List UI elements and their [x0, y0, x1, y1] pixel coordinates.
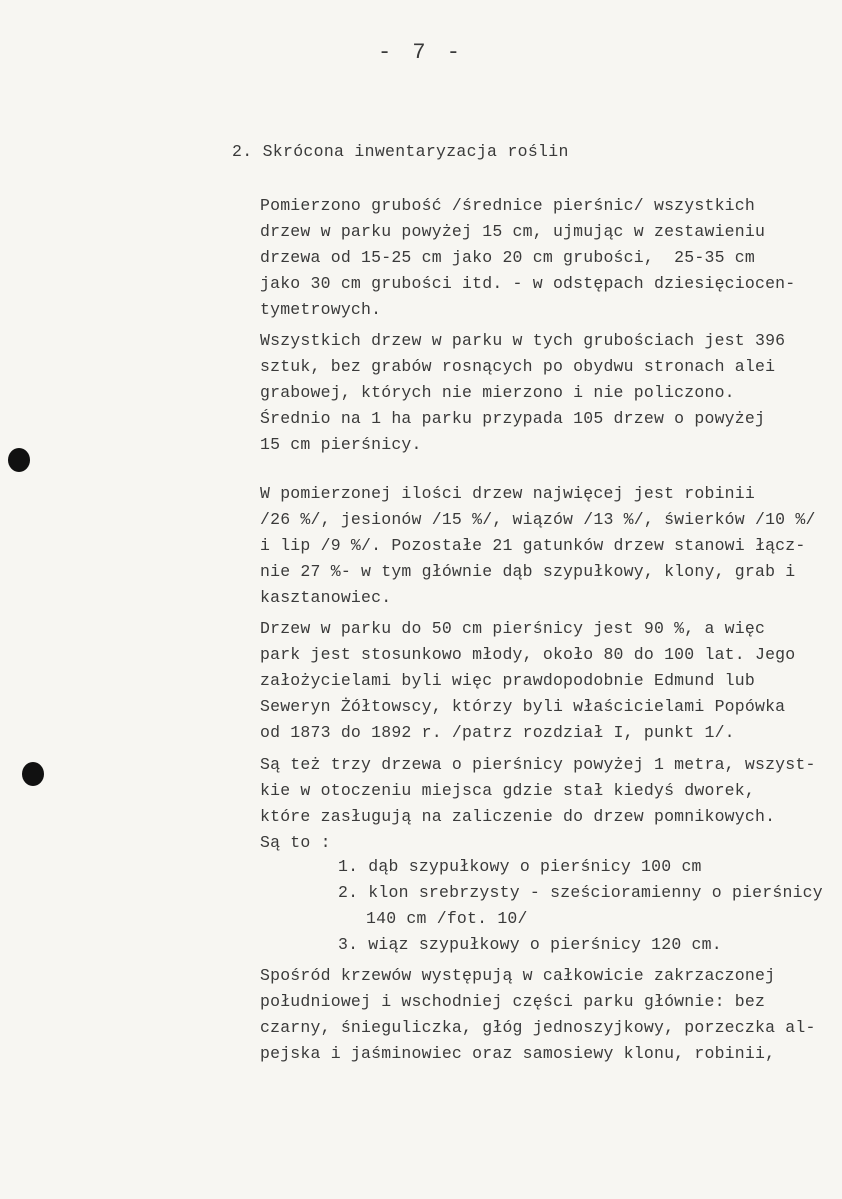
list-item: 2. klon srebrzysty - sześcioramienny o pierśnicy — [338, 883, 823, 902]
text-line: od 1873 do 1892 r. /patrz rozdział I, punkt 1/. — [260, 723, 735, 742]
text-line: jako 30 cm grubości itd. - w odstępach dziesięciocen- — [260, 274, 796, 293]
text-line: Spośród krzewów występują w całkowicie zakrzaczonej — [260, 966, 776, 985]
text-line: Drzew w parku do 50 cm pierśnicy jest 90 %, a więc — [260, 619, 766, 638]
list-item-continuation: 140 cm /fot. 10/ — [366, 909, 528, 928]
text-line: kie w otoczeniu miejsca gdzie stał kiedyś dworek, — [260, 781, 755, 800]
page-number: - 7 - — [377, 40, 464, 65]
section-heading: 2. Skrócona inwentaryzacja roślin — [232, 142, 569, 161]
text-line: pejska i jaśminowiec oraz samosiewy klonu, robinii, — [260, 1044, 776, 1063]
text-line: i lip /9 %/. Pozostałe 21 gatunków drzew stanowi łącz- — [260, 536, 806, 555]
text-line: W pomierzonej ilości drzew najwięcej jest robinii — [260, 484, 755, 503]
text-line: Są też trzy drzewa o pierśnicy powyżej 1 metra, wszyst- — [260, 755, 816, 774]
text-line: Wszystkich drzew w parku w tych grubościach jest 396 — [260, 331, 786, 350]
punch-hole — [22, 762, 44, 786]
text-line: grabowej, których nie mierzono i nie policzono. — [260, 383, 735, 402]
text-line: park jest stosunkowo młody, około 80 do 100 lat. Jego — [260, 645, 796, 664]
punch-hole — [8, 448, 30, 472]
text-line: tymetrowych. — [260, 300, 382, 319]
text-line: nie 27 %- w tym głównie dąb szypułkowy, klony, grab i — [260, 562, 796, 581]
text-line: 15 cm pierśnicy. — [260, 435, 422, 454]
text-line: drzewa od 15-25 cm jako 20 cm grubości, 25-35 cm — [260, 248, 755, 267]
list-item: 3. wiąz szypułkowy o pierśnicy 120 cm. — [338, 935, 722, 954]
text-line: drzew w parku powyżej 15 cm, ujmując w zestawieniu — [260, 222, 766, 241]
text-line: Seweryn Żółtowscy, którzy byli właścicielami Popówka — [260, 697, 786, 716]
text-line: Pomierzono grubość /średnice pierśnic/ wszystkich — [260, 196, 755, 215]
text-line: sztuk, bez grabów rosnących po obydwu stronach alei — [260, 357, 776, 376]
list-item: 1. dąb szypułkowy o pierśnicy 100 cm — [338, 857, 702, 876]
text-line: południowej i wschodniej części parku głównie: bez — [260, 992, 766, 1011]
text-line: kasztanowiec. — [260, 588, 392, 607]
text-line: które zasługują na zaliczenie do drzew pomnikowych. — [260, 807, 776, 826]
text-line: /26 %/, jesionów /15 %/, wiązów /13 %/, świerków /10 %/ — [260, 510, 816, 529]
text-line: założycielami byli więc prawdopodobnie Edmund lub — [260, 671, 755, 690]
text-line: czarny, śnieguliczka, głóg jednoszyjkowy, porzeczka al- — [260, 1018, 816, 1037]
text-line: Średnio na 1 ha parku przypada 105 drzew o powyżej — [260, 409, 766, 428]
text-line: Są to : — [260, 833, 331, 852]
